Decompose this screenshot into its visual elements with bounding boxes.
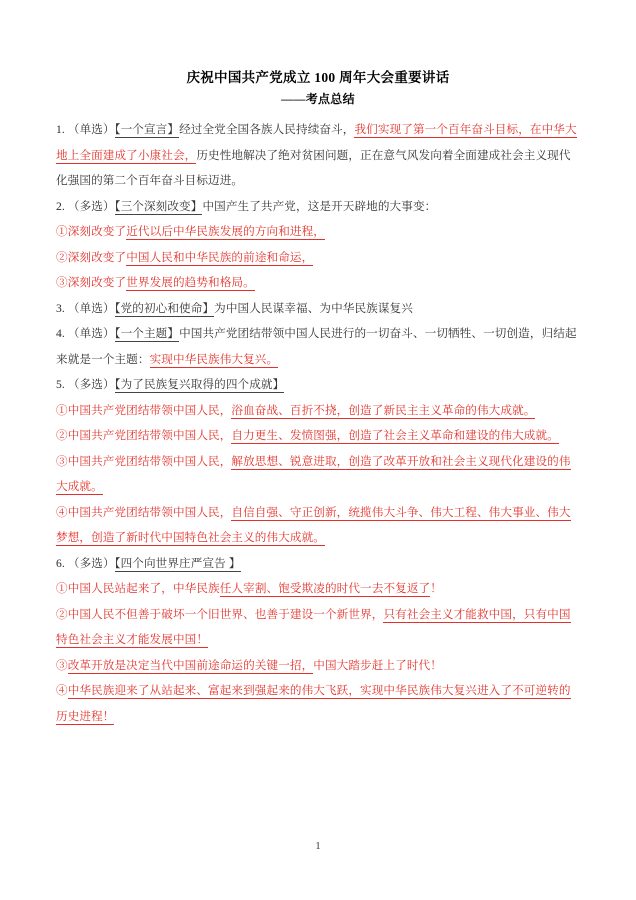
sub-item-marker: ④ bbox=[56, 684, 68, 697]
text-run: 中国共产党团结带领中国人民， bbox=[67, 505, 232, 519]
text-run: 自信自强、守正创新，统揽伟大斗争、伟大工程、伟大事业、伟大梦想，创造了新时代中国特色社会主义的伟大成就。 bbox=[56, 505, 571, 544]
numbered-item bbox=[56, 551, 580, 577]
text-run: 中国大踏步赶上了时代！ bbox=[313, 658, 442, 672]
item-number: 5. bbox=[56, 378, 65, 391]
text-run: 世界发展的趋势和格局。 bbox=[126, 276, 255, 289]
text-run: 中国人民站起来了，中华民族 bbox=[67, 582, 220, 595]
item-topic: 【为了民族复兴取得的四个成就】 bbox=[114, 378, 285, 391]
text-run: 自力更生、发愤图强，创造了社会主义革命和建设的伟大成就。 bbox=[231, 429, 559, 442]
sub-item-marker: ① bbox=[56, 403, 68, 417]
item-question-type: （多选） bbox=[67, 199, 115, 213]
text-run: 中国共产党团结带领中国人民进行的一切奋斗、一切牺牲、一切创造，归结起来就是一个主题： bbox=[56, 327, 577, 366]
sub-item bbox=[56, 576, 580, 602]
text-run: 经过全党全国各族人民持续奋斗， bbox=[179, 123, 355, 136]
text-run: 中国人民不但善于破坏一个旧世界、也善于建设一个新世界， bbox=[67, 607, 384, 621]
sub-item bbox=[56, 602, 580, 653]
text-run: 中国共产党团结带领中国人民， bbox=[67, 429, 232, 442]
text-run: 任人宰割、饱受欺凌的时代一去不复返了 bbox=[219, 582, 431, 595]
item-topic: 【一个宣言】 bbox=[114, 123, 180, 136]
item-topic: 【三个深刻改变】 bbox=[114, 199, 203, 213]
sub-item bbox=[56, 270, 580, 296]
item-number: 4. bbox=[56, 327, 65, 340]
numbered-item bbox=[56, 372, 580, 398]
numbered-item bbox=[56, 296, 580, 322]
text-run: 为中国人民谋幸福、为中华民族谋复兴 bbox=[214, 301, 413, 315]
page-subtitle: ——考点总结 bbox=[281, 92, 355, 106]
item-topic: 【党的初心和使命】 bbox=[114, 301, 215, 315]
page-title: 庆祝中国共产党成立 100 周年大会重要讲话 bbox=[186, 70, 450, 85]
item-question-type: （单选） bbox=[67, 301, 115, 315]
text-run: 改革开放是决定当代中国前途命运的关键一招， bbox=[67, 658, 314, 672]
sub-item bbox=[56, 500, 580, 551]
text-run: 只有社会主义才能救中国，只有中国特色社会主义才能发展中国！ bbox=[56, 607, 571, 646]
sub-item-marker: ② bbox=[56, 607, 68, 621]
sub-item-marker: ④ bbox=[56, 505, 68, 519]
sub-item-marker: ③ bbox=[56, 276, 68, 289]
document-content bbox=[56, 117, 580, 729]
item-question-type: （多选） bbox=[67, 556, 115, 570]
item-number: 3. bbox=[56, 301, 65, 315]
numbered-item bbox=[56, 321, 580, 372]
text-run: 深刻改变了 bbox=[67, 276, 127, 289]
item-number: 2. bbox=[56, 199, 65, 213]
text-run: ！ bbox=[430, 582, 442, 595]
text-run: 近代以后中华民族发展的方向和进程， bbox=[126, 225, 325, 238]
text-run: 中国共产党团结带领中国人民， bbox=[67, 454, 232, 468]
text-run: 中国产生了共产党，这是开天辟地的大事变： bbox=[202, 199, 437, 213]
sub-item bbox=[56, 398, 580, 424]
text-run: 中国共产党团结带领中国人民， bbox=[67, 403, 232, 417]
sub-item bbox=[56, 423, 580, 449]
text-run: 历史性地解决了绝对贫困问题，正在意气风发向着全面建成社会主义现代化强国的第二个百年奋斗目标迈进。 bbox=[56, 148, 571, 187]
numbered-item bbox=[56, 194, 580, 220]
text-run: 浴血奋战、百折不挠，创造了新民主主义革命的伟大成就。 bbox=[231, 403, 536, 417]
sub-item-marker: ③ bbox=[56, 658, 68, 672]
text-run: 深刻改变了 bbox=[67, 225, 127, 238]
text-run: 我们实现了第一个百年奋斗目标，在中华大地上全面建成了小康社会， bbox=[56, 123, 577, 162]
sub-item bbox=[56, 245, 580, 271]
page-number: 1 bbox=[315, 841, 321, 852]
text-run: 实现中华民族伟大复兴。 bbox=[149, 352, 279, 366]
numbered-item bbox=[56, 117, 580, 194]
sub-item bbox=[56, 678, 580, 729]
text-run: 深刻改变了 bbox=[67, 250, 127, 264]
item-question-type: （多选） bbox=[67, 378, 115, 391]
sub-item bbox=[56, 449, 580, 500]
text-run: 中国人民和中华民族的前途和命运， bbox=[126, 250, 314, 264]
text-run: 中华民族迎来了从站起来、富起来到强起来的伟大飞跃，实现中华民族伟大复兴进入了不可逆转的历史进程！ bbox=[56, 684, 571, 723]
item-number: 6. bbox=[56, 556, 65, 570]
item-question-type: （单选） bbox=[67, 123, 115, 136]
item-topic: 【四个向世界庄严宣告 】 bbox=[114, 556, 241, 570]
sub-item bbox=[56, 219, 580, 245]
item-number: 1. bbox=[56, 123, 65, 136]
sub-item bbox=[56, 653, 580, 679]
sub-item-marker: ② bbox=[56, 250, 68, 264]
text-run: 解放思想、锐意进取，创造了改革开放和社会主义现代化建设的伟大成就。 bbox=[56, 454, 571, 493]
item-question-type: （单选） bbox=[67, 327, 115, 340]
sub-item-marker: ③ bbox=[56, 454, 68, 468]
item-topic: 【一个主题】 bbox=[114, 327, 180, 340]
sub-item-marker: ① bbox=[56, 225, 68, 238]
sub-item-marker: ① bbox=[56, 582, 68, 595]
sub-item-marker: ② bbox=[56, 429, 68, 442]
